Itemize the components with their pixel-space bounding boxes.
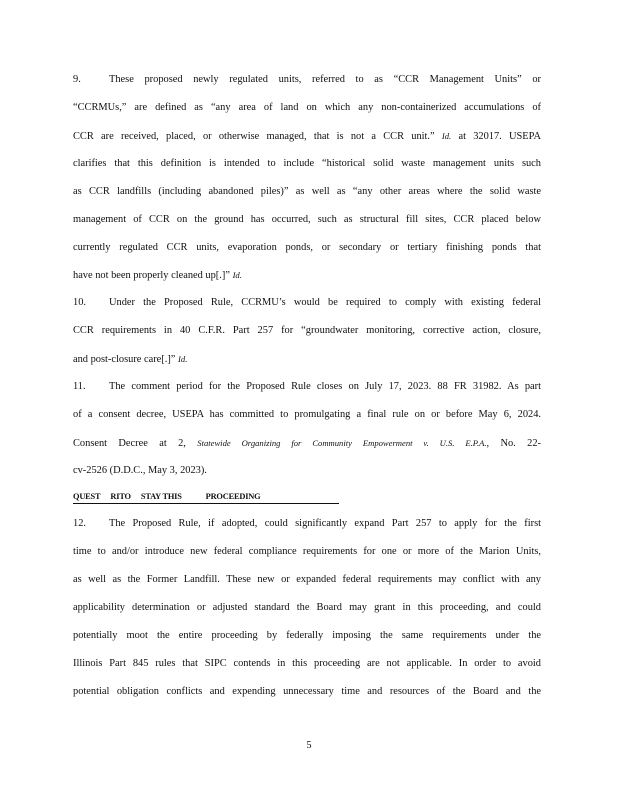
paragraph-9-line-5: as CCR landfills (including abandoned piles)” as well as “any other areas where the solid waste (73, 186, 541, 197)
paragraph-9-line-2: “CCRMUs,” are defined as “any area of land on which any non-containerized accumulations of (73, 102, 541, 113)
paragraph-11-line-3: Consent Decree at 2, Statewide Organizing for Community Empowerment v. U.S. E.P.A., No. 22- (73, 438, 541, 449)
paragraph-10-line-1: 10. Under the Proposed Rule, CCRMU’s would be required to comply with existing federal (73, 297, 541, 308)
section-heading: QUEST RITO STAY THIS PROCEEDING (73, 490, 339, 504)
paragraph-number: 9. (73, 74, 81, 85)
paragraph-12-line-7: potential obligation conflicts and expending unnecessary time and resources of the Board and the (73, 686, 541, 697)
paragraph-number: 12. (73, 518, 86, 529)
case-citation: Statewide Organizing for Community Empowerment v. U.S. E.P.A. (197, 438, 487, 448)
paragraph-11-line-4: cv-2526 (D.D.C., May 3, 2023). (73, 465, 207, 476)
paragraph-9-line-1: 9. These proposed newly regulated units, referred to as “CCR Management Units” or (73, 74, 541, 85)
paragraph-12-line-3: as well as the Former Landfill. These new or expanded federal requirements may conflict with any (73, 574, 541, 585)
paragraph-9-line-7: currently regulated CCR units, evaporation ponds, or secondary or tertiary finishing ponds that (73, 242, 541, 253)
paragraph-9-line-6: management of CCR on the ground has occurred, such as structural fill sites, CCR placed below (73, 214, 541, 225)
paragraph-12-line-4: applicability determination or adjusted standard the Board may grant in this proceeding, and could (73, 602, 541, 613)
paragraph-12-line-2: time to and/or introduce new federal compliance requirements for one or more of the Marion Units, (73, 546, 541, 557)
paragraph-12-line-1: 12. The Proposed Rule, if adopted, could significantly expand Part 257 to apply for the first (73, 518, 541, 529)
paragraph-11-line-1: 11. The comment period for the Proposed Rule closes on July 17, 2023. 88 FR 31982. As part (73, 381, 541, 392)
citation: Id. (178, 354, 188, 364)
paragraph-10-line-2: CCR requirements in 40 C.F.R. Part 257 for “groundwater monitoring, corrective action, closure, (73, 325, 541, 336)
paragraph-number: 11. (73, 381, 86, 392)
paragraph-12-line-5: potentially moot the entire proceeding by federally imposing the same requirements under the (73, 630, 541, 641)
paragraph-11-line-2: of a consent decree, USEPA has committed to promulgating a final rule on or before May 6, 2024. (73, 409, 541, 420)
page-number: 5 (306, 740, 312, 751)
paragraph-9-line-8: have not been properly cleaned up[.]” Id. (73, 270, 242, 281)
paragraph-number: 10. (73, 297, 86, 308)
citation: Id. (232, 270, 242, 280)
paragraph-12-line-6: Illinois Part 845 rules that SIPC contends in this proceeding are not applicable. In order to avoid (73, 658, 541, 669)
paragraph-9-line-3: CCR are received, placed, or otherwise managed, that is not a CCR unit.” Id. at 32017. USEPA (73, 131, 541, 142)
paragraph-9-line-4: clarifies that this definition is intended to include “historical solid waste management units such (73, 158, 541, 169)
citation: Id. (441, 131, 452, 141)
paragraph-10-line-3: and post-closure care[.]” Id. (73, 354, 188, 365)
